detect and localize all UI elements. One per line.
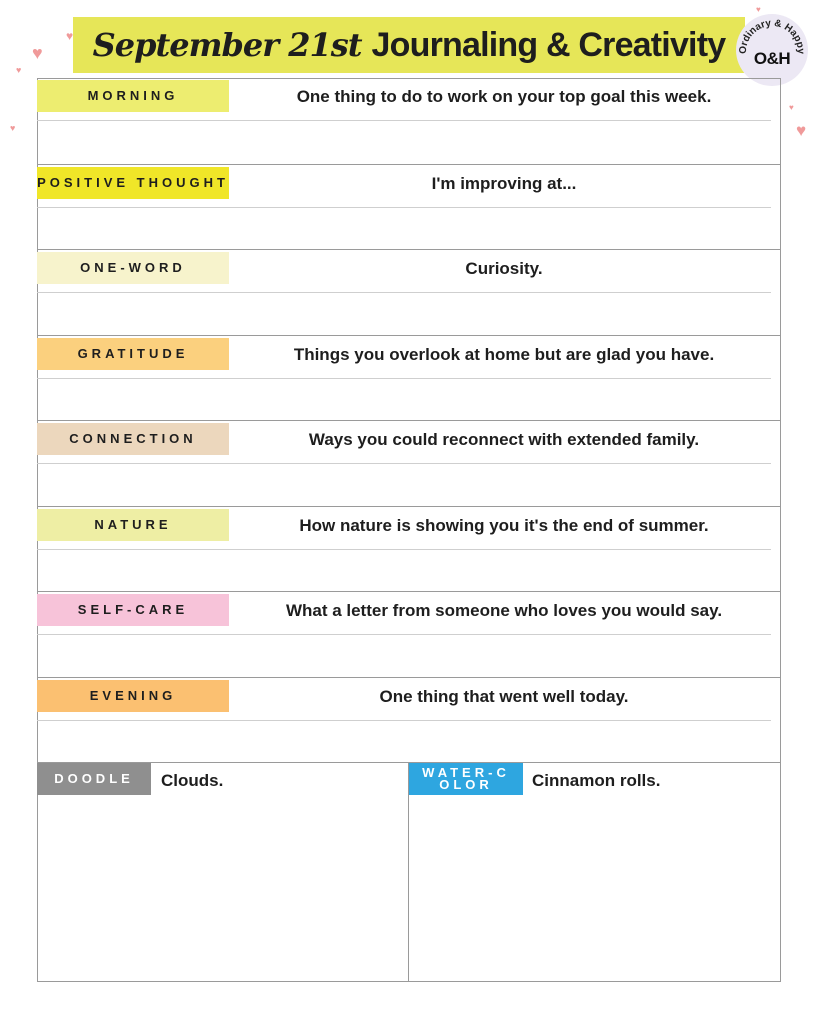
section-label: SELF-CARE bbox=[37, 594, 229, 626]
page-title-bar bbox=[73, 17, 745, 73]
journal-section bbox=[37, 335, 781, 420]
section-prompt: I'm improving at... bbox=[431, 173, 577, 193]
journal-section bbox=[37, 164, 781, 249]
section-prompt: Things you overlook at home but are glad you have. bbox=[293, 344, 715, 364]
writing-line[interactable] bbox=[37, 463, 771, 464]
journal-section bbox=[37, 677, 781, 762]
writing-line[interactable] bbox=[37, 634, 771, 635]
badge-monogram: O&H bbox=[753, 49, 791, 68]
section-label: POSITIVE THOUGHT bbox=[37, 167, 229, 199]
watercolor-prompt: Cinnamon rolls. bbox=[532, 771, 661, 790]
section-prompt: Curiosity. bbox=[465, 259, 543, 278]
section-prompt: One thing to do to work on your top goal this week. bbox=[296, 87, 712, 106]
brand-logo bbox=[736, 14, 808, 86]
writing-line[interactable] bbox=[37, 549, 771, 550]
journal-section bbox=[37, 78, 781, 163]
writing-line[interactable] bbox=[37, 378, 771, 379]
section-prompt: How nature is showing you it's the end of summer. bbox=[299, 515, 709, 535]
heart-decoration: ♥ bbox=[789, 103, 794, 112]
badge-arc-text: Ordinary & Happy bbox=[737, 17, 807, 55]
heart-decoration: ♥ bbox=[32, 43, 43, 63]
section-label: MORNING bbox=[37, 80, 229, 112]
doodle-box[interactable] bbox=[37, 762, 409, 982]
writing-line[interactable] bbox=[37, 720, 771, 721]
section-label: CONNECTION bbox=[37, 423, 229, 455]
watercolor-label-text: WATER-COLOR bbox=[422, 765, 510, 792]
watercolor-label bbox=[409, 763, 523, 795]
writing-line[interactable] bbox=[37, 207, 771, 208]
section-label: EVENING bbox=[37, 680, 229, 712]
heart-decoration: ♥ bbox=[756, 5, 761, 14]
section-label: ONE-WORD bbox=[37, 252, 229, 284]
page-title: Journaling & Creativity bbox=[371, 25, 726, 64]
section-prompt: What a letter from someone who loves you would say. bbox=[285, 601, 723, 620]
section-prompt: One thing that went well today. bbox=[379, 686, 629, 706]
heart-decoration: ♥ bbox=[66, 29, 74, 43]
watercolor-box[interactable] bbox=[409, 762, 781, 982]
writing-line[interactable] bbox=[37, 292, 771, 293]
doodle-prompt: Clouds. bbox=[161, 771, 224, 790]
section-label: GRATITUDE bbox=[37, 338, 229, 370]
heart-decoration: ♥ bbox=[10, 123, 16, 133]
journal-section bbox=[37, 591, 781, 676]
doodle-label: DOODLE bbox=[37, 763, 151, 795]
heart-decoration: ♥ bbox=[16, 65, 22, 75]
journal-section bbox=[37, 506, 781, 591]
writing-line[interactable] bbox=[37, 120, 771, 121]
section-label: NATURE bbox=[37, 509, 229, 541]
heart-decoration: ♥ bbox=[796, 121, 807, 140]
page-title-date: September 21st bbox=[92, 26, 362, 64]
section-prompt: Ways you could reconnect with extended family. bbox=[308, 430, 700, 449]
journal-section bbox=[37, 249, 781, 334]
journal-section bbox=[37, 420, 781, 505]
